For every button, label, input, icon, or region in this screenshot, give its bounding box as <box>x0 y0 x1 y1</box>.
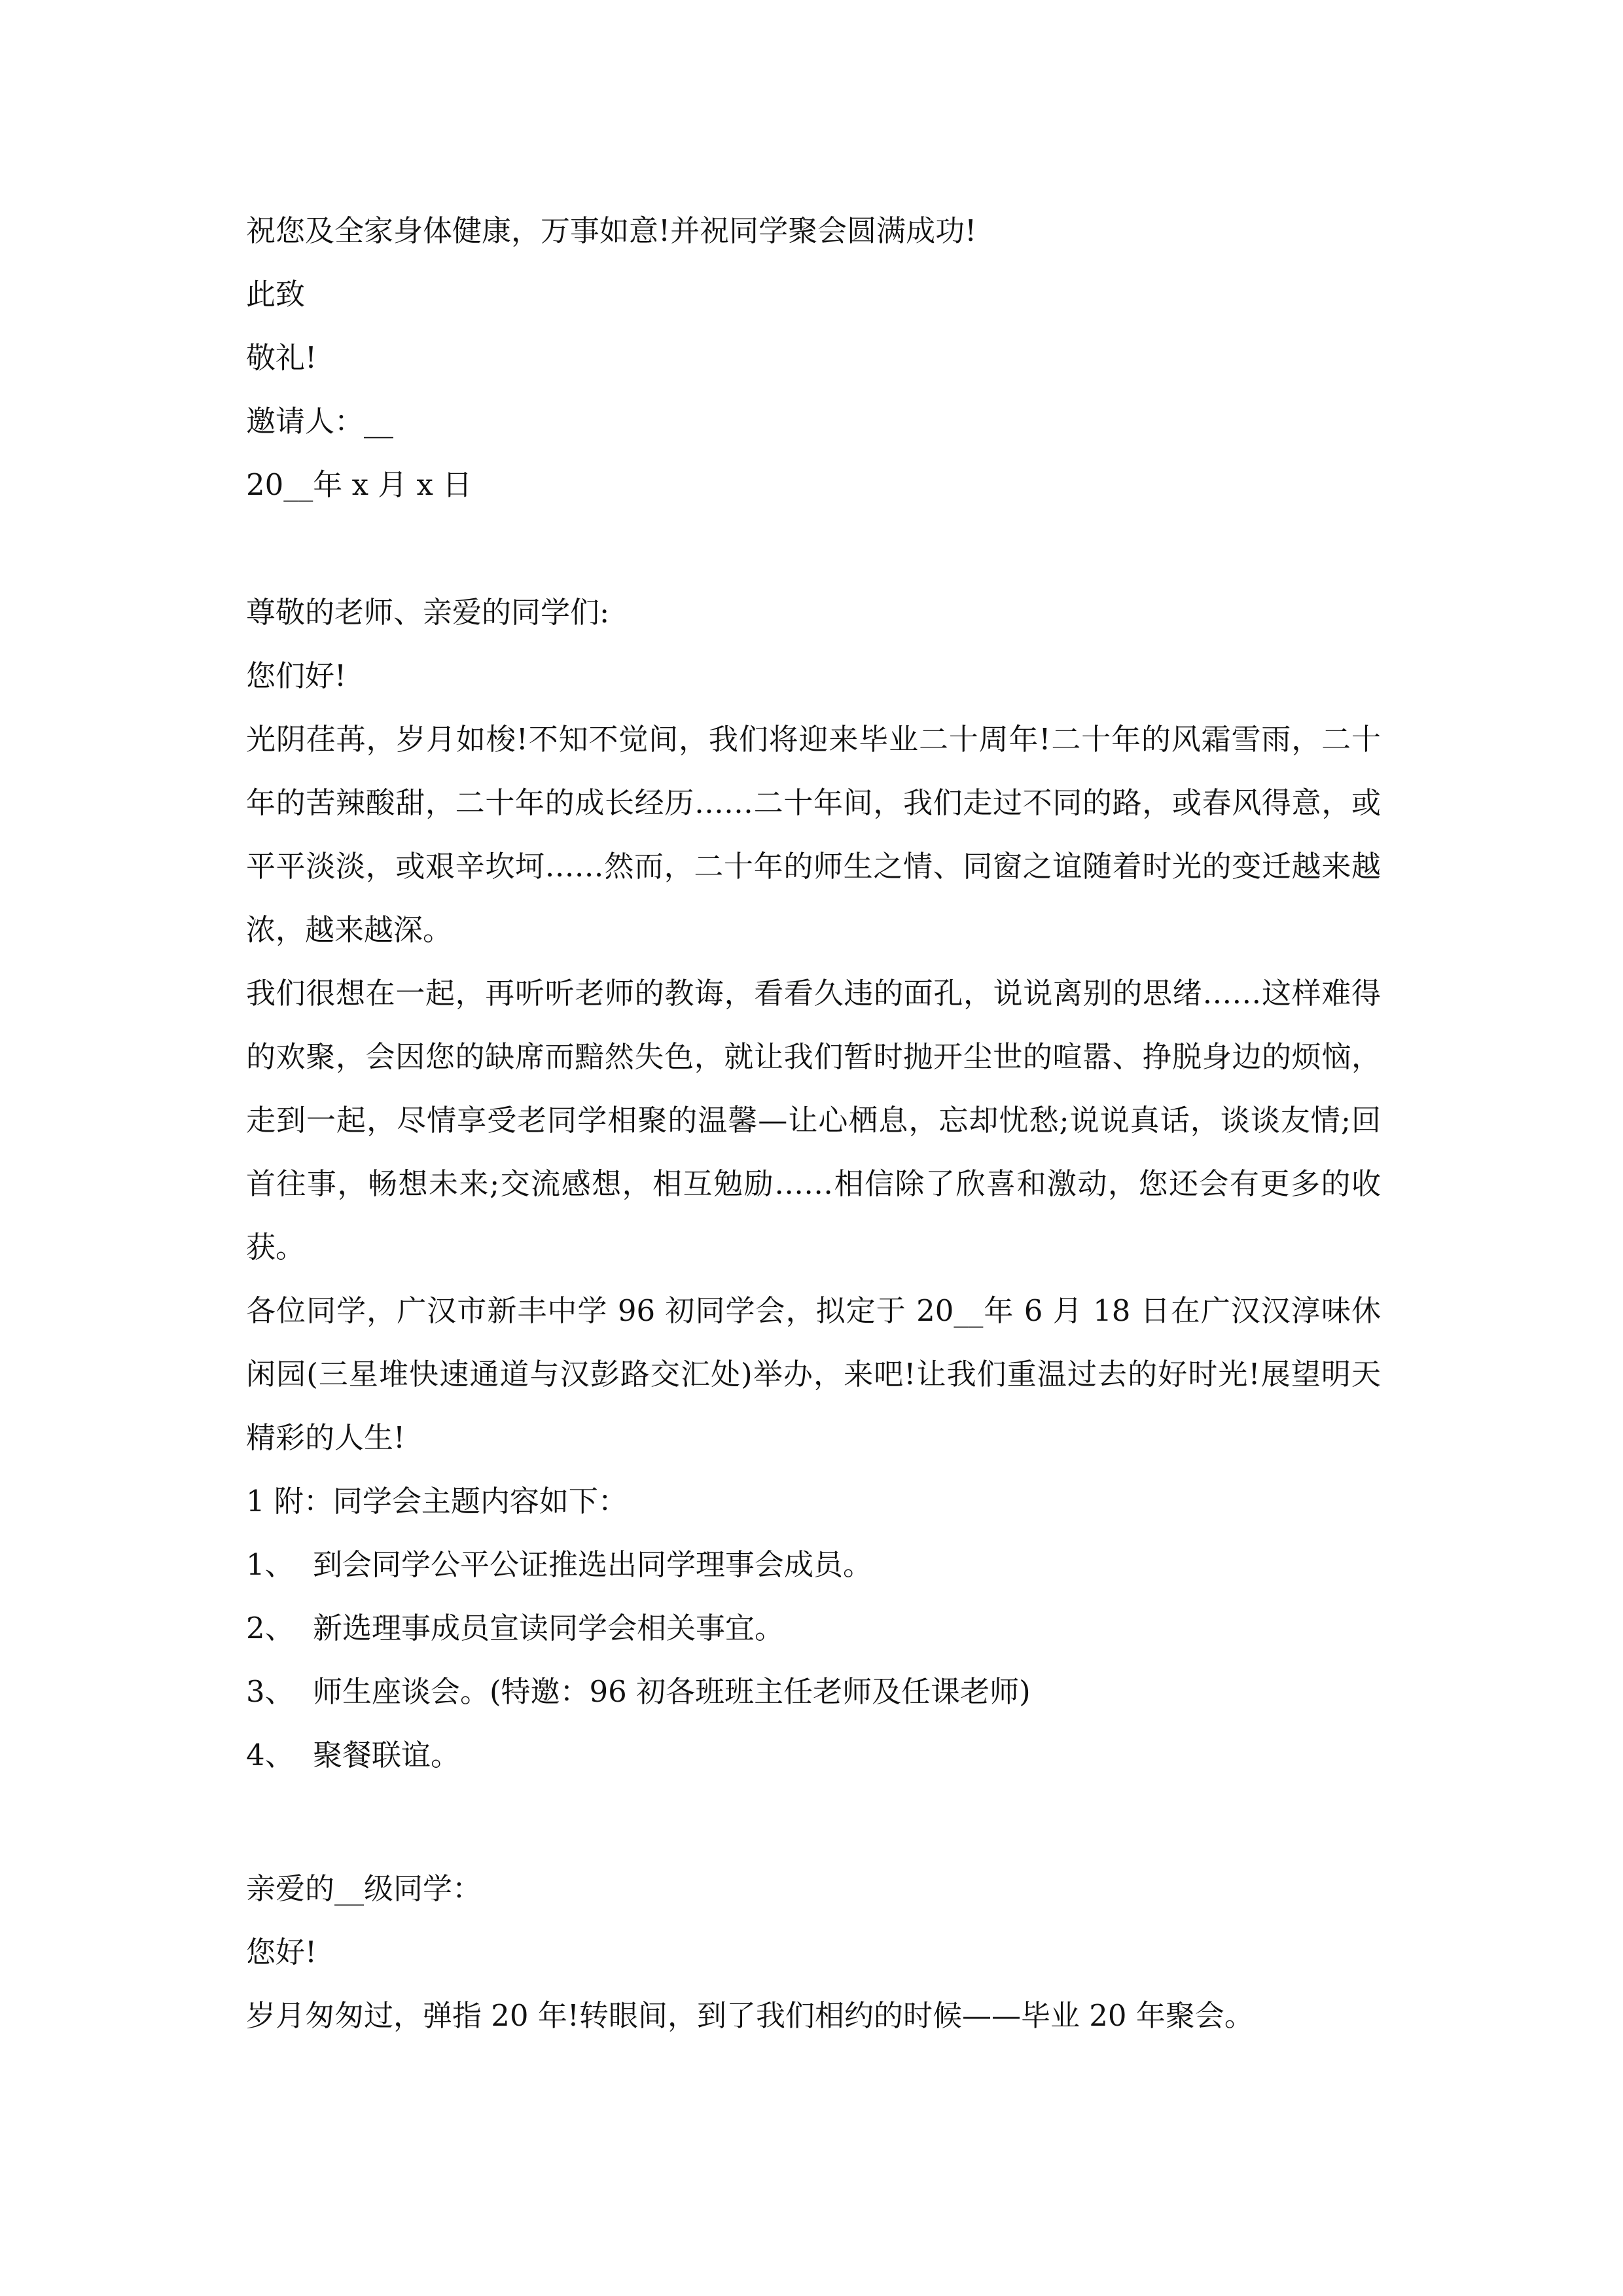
letter-closing-section <box>246 199 1381 516</box>
paragraph-2: 我们很想在一起，再听听老师的教诲，看看久违的面孔，说说离别的思绪……这样难得的欢聚，会因您的缺席而黯然失色，就让我们暂时抛开尘世的喧嚣、挣脱身边的烦恼，走到一起，尽情享受老同学相聚的温馨—让心栖息，忘却忧愁;说说真话，谈谈友情;回首往事，畅想未来;交流感想，相互勉励……相信除了欣喜和激动，您还会有更多的收获。 <box>246 976 1381 1265</box>
inviter-line: 邀请人：__ <box>246 404 394 439</box>
agenda-list <box>246 1533 1381 1787</box>
closing-line-2: 敬礼! <box>246 340 317 375</box>
paragraph-3: 各位同学，广汉市新丰中学 96 初同学会，拟定于 20__年 6 月 18 日在广汉汉淳味休闲园(三星堆快速通道与汉彭路交汇处)举办，来吧!让我们重温过去的好时光!展望明天精彩的人生! <box>246 1293 1381 1455</box>
list-item-number: 4、 <box>246 1738 294 1772</box>
list-item <box>246 1533 1381 1596</box>
salutation: 亲爱的__级同学： <box>246 1871 482 1906</box>
list-item-text: 新选理事成员宣读同学会相关事宜。 <box>313 1611 785 1645</box>
reunion-letter-section <box>246 1857 1381 2047</box>
attachment-title: 1 附：同学会主题内容如下： <box>246 1484 628 1518</box>
greeting: 您们好! <box>246 658 347 693</box>
list-item-text: 到会同学公平公证推选出同学理事会成员。 <box>313 1547 873 1582</box>
salutation: 尊敬的老师、亲爱的同学们: <box>246 595 610 630</box>
paragraph-1: 光阴荏苒，岁月如梭!不知不觉间，我们将迎来毕业二十周年!二十年的风霜雪雨，二十年的苦辣酸甜，二十年的成长经历……二十年间，我们走过不同的路，或春风得意，或平平淡淡，或艰辛坎坷……然而，二十年的师生之情、同窗之谊随着时光的变迁越来越浓，越来越深。 <box>246 722 1381 947</box>
greeting: 您好! <box>246 1935 317 1969</box>
list-item-text: 聚餐联谊。 <box>313 1738 461 1772</box>
invitation-letter-section <box>246 581 1381 1787</box>
paragraph-1: 岁月匆匆过，弹指 20 年!转眼间，到了我们相约的时候——毕业 20 年聚会。 <box>246 1998 1254 2033</box>
list-item-number: 2、 <box>246 1611 294 1645</box>
list-item <box>246 1723 1381 1787</box>
list-item-number: 1、 <box>246 1547 294 1582</box>
wish-line: 祝您及全家身体健康，万事如意!并祝同学聚会圆满成功! <box>246 213 977 248</box>
date-line: 20__年 x 月 x 日 <box>246 467 473 502</box>
list-item-text: 师生座谈会。(特邀：96 初各班班主任老师及任课老师) <box>313 1674 1031 1709</box>
list-item <box>246 1596 1381 1660</box>
closing-line-1: 此致 <box>246 277 306 312</box>
list-item-number: 3、 <box>246 1674 294 1709</box>
list-item <box>246 1660 1381 1723</box>
